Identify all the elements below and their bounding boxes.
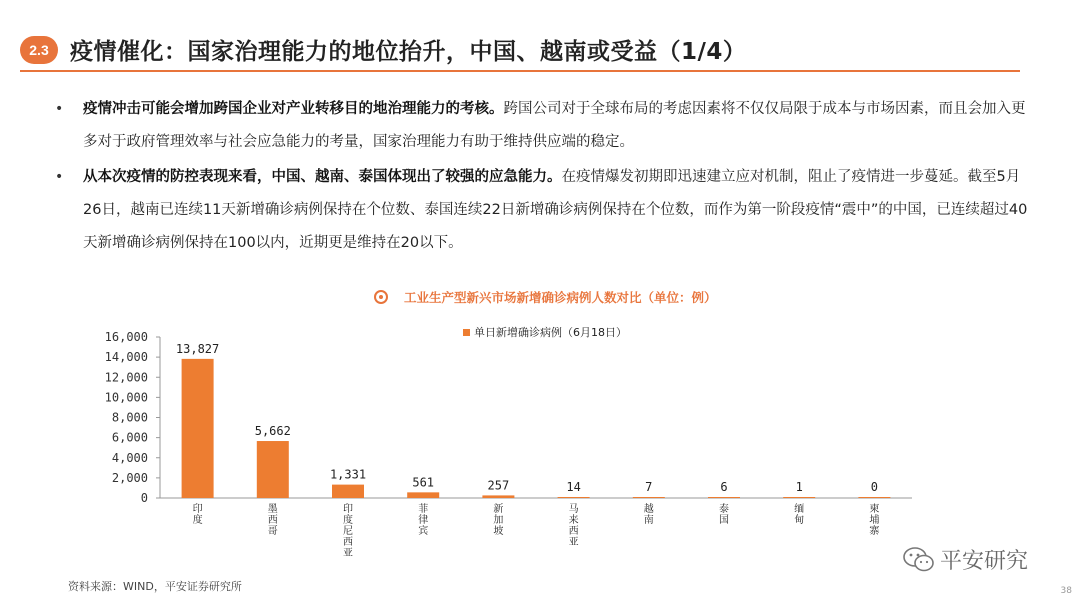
wechat-icon [902, 546, 936, 574]
data-label: 0 [870, 480, 879, 494]
y-tick-label: 0 [140, 491, 148, 505]
x-tick-label: 越南 [643, 504, 654, 526]
data-label: 1 [795, 480, 803, 494]
x-tick-label: 新加坡 [493, 504, 504, 537]
x-tick-label: 缅甸 [794, 504, 805, 526]
bar [482, 495, 514, 498]
x-tick-label: 泰国 [719, 504, 729, 526]
x-tick-label: 印度 [192, 504, 203, 526]
source-note: 资料来源：WIND，平安证券研究所 [68, 580, 242, 593]
bar [257, 441, 289, 498]
data-label: 257 [487, 478, 510, 493]
bar [332, 485, 364, 498]
y-tick-label: 4,000 [111, 450, 148, 465]
watermark [902, 544, 1028, 575]
y-tick-label: 2,000 [111, 470, 148, 485]
data-label: 13,827 [175, 341, 220, 356]
data-label: 6 [720, 480, 728, 494]
x-tick-label: 马来西亚 [568, 504, 579, 548]
legend-label: 单日新增确诊病例（6月18日） [474, 326, 627, 339]
data-label: 561 [412, 475, 435, 490]
data-label: 7 [645, 480, 653, 494]
legend-swatch [463, 329, 470, 336]
x-tick-label: 印度尼西亚 [343, 504, 353, 559]
page-number: 38 [1060, 586, 1072, 596]
chart-title: 工业生产型新兴市场新增确诊病例人数对比（单位：例） [404, 290, 717, 305]
watermark-text: 平安研究 [940, 549, 1029, 574]
bar [558, 497, 590, 498]
y-tick-label: 12,000 [104, 370, 148, 385]
bullet-dot-icon: • [55, 169, 64, 185]
bar [708, 497, 740, 498]
y-tick-label: 14,000 [104, 350, 148, 365]
bar [407, 492, 439, 498]
data-label: 5,662 [254, 424, 291, 439]
x-tick-label: 墨西哥 [267, 504, 278, 537]
y-tick-label: 6,000 [111, 430, 148, 445]
bar [182, 359, 214, 498]
x-tick-label: 柬埔寨 [869, 504, 880, 537]
bar [858, 497, 890, 498]
section-number-badge: 2.3 [20, 36, 58, 64]
y-tick-label: 16,000 [104, 330, 148, 344]
y-tick-label: 8,000 [111, 410, 148, 425]
bar [783, 497, 815, 498]
bullet-bold-text: 疫情冲击可能会增加跨国企业对产业转移目的地治理能力的考核。 [83, 101, 504, 117]
data-label: 14 [566, 480, 581, 494]
bar [633, 497, 665, 498]
y-tick-label: 10,000 [104, 390, 148, 405]
bullet-dot-icon: • [55, 101, 64, 117]
bullet-bold-text: 从本次疫情的防控表现来看，中国、越南、泰国体现出了较强的应急能力。 [83, 169, 562, 185]
bullet-body-text: 跨国公司对于全球布局的考虑因素将不仅仅局限于成本与市场因素，而且会加入更多对于政府管理效率与社会应急能力的考量，国家治理能力有助于维持供应端的稳定。 [83, 101, 1026, 150]
slide-title: 疫情催化：国家治理能力的地位抬升，中国、越南或受益（1/4） [70, 39, 747, 65]
bullet-body-text: 在疫情爆发初期即迅速建立应对机制，阻止了疫情进一步蔓延。截至5月26日，越南已连续11天新增确诊病例保持在个位数、泰国连续22日新增确诊病例保持在个位数，而作为第一阶段疫情“震中”的中国，已连续超过40天新增确诊病例保持在100以内，近期更是维持在20以下。 [83, 169, 1028, 251]
x-tick-label: 菲律宾 [418, 504, 429, 537]
data-label: 1,331 [329, 467, 367, 482]
